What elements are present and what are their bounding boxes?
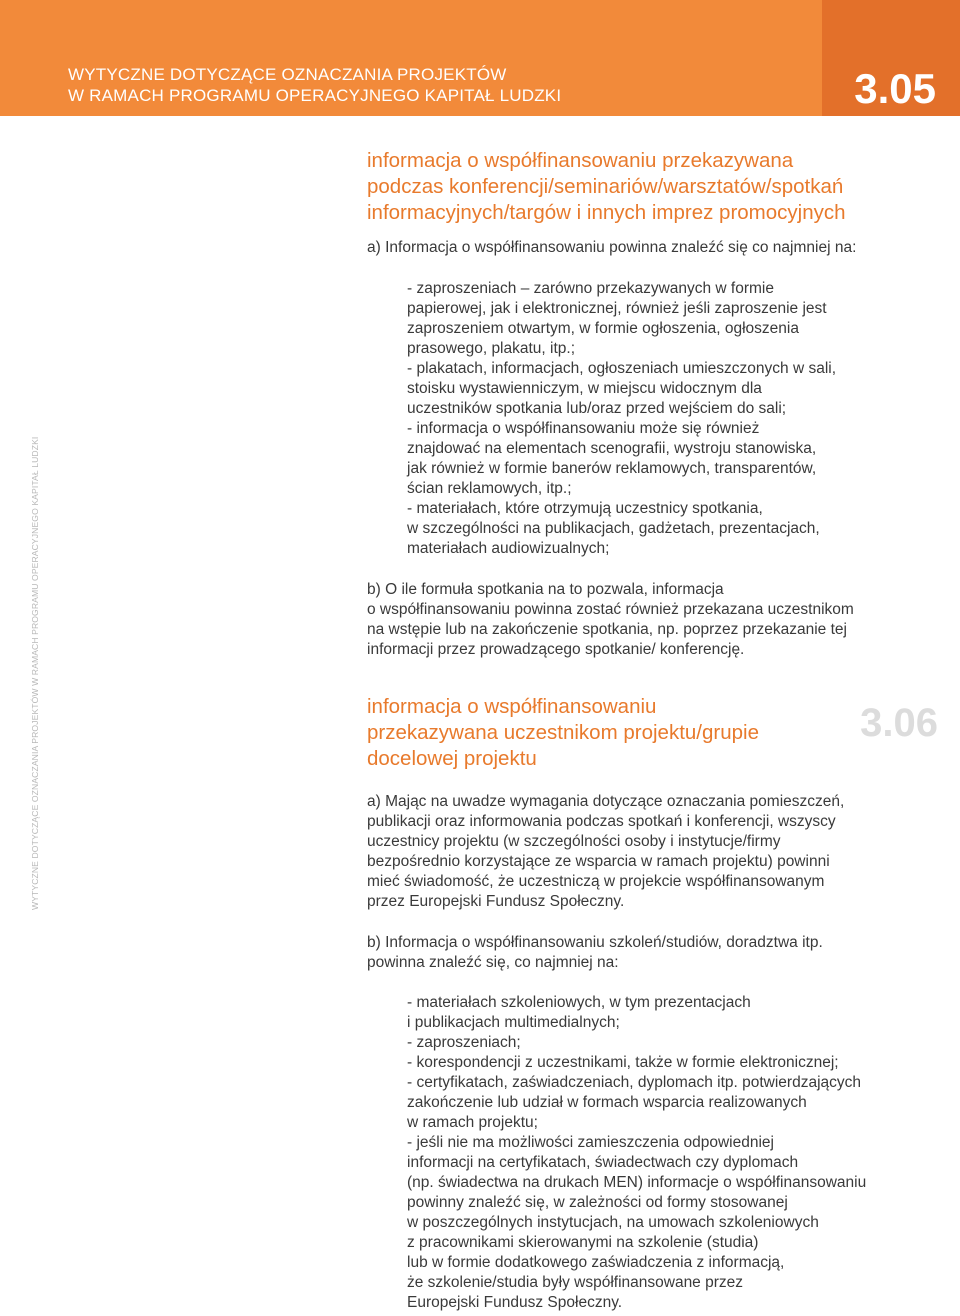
list-item: (np. świadectwa na drukach MEN) informacje o współfinansowaniu [407, 1174, 867, 1191]
list-item: Europejski Fundusz Społeczny. [407, 1294, 623, 1311]
list-item: w szczególności na publikacjach, gadżetach, prezentacjach, [407, 520, 820, 537]
list-item: w ramach projektu; [407, 1114, 538, 1131]
list-item: - korespondencji z uczestnikami, także w formie elektronicznej; [407, 1054, 839, 1071]
paragraph-line: b) Informacja o współfinansowaniu szkoleń/studiów, doradztwa itp. [367, 934, 823, 951]
list-item: - jeśli nie ma możliwości zamieszczenia odpowiedniej [407, 1134, 774, 1151]
section-number: 3.05 [854, 65, 936, 112]
paragraph-line: informacji przez prowadzącego spotkanie/ konferencję. [367, 641, 745, 658]
list-item: lub w formie dodatkowego zaświadczenia z informacją, [407, 1254, 785, 1271]
paragraph-line: b) O ile formuła spotkania na to pozwala, informacja [367, 581, 724, 598]
list-item: z pracownikami skierowanymi na szkolenie (studia) [407, 1234, 759, 1251]
section-2-b [367, 933, 897, 973]
section-1-b [367, 580, 897, 660]
list-item: - certyfikatach, zaświadczeniach, dyplomach itp. potwierdzających [407, 1074, 862, 1091]
header-title-line: W RAMACH PROGRAMU OPERACYJNEGO KAPITAŁ LUDZKI [68, 86, 562, 105]
section-1-a-intro: a) Informacja o współfinansowaniu powinna znaleźć się co najmniej na: [367, 239, 857, 256]
list-item: w poszczególnych instytucjach, na umowach szkoleniowych [407, 1214, 819, 1231]
header-title [68, 64, 561, 106]
section-2-list [407, 993, 937, 1313]
paragraph-line: uczestnicy projektu (w szczególności osoby i instytucje/firmy [367, 833, 781, 850]
list-item: prasowego, plakatu, itp.; [407, 340, 576, 357]
paragraph-line: powinna znaleźć się, co najmniej na: [367, 954, 619, 971]
list-item: zakończenie lub udział w formach wsparcia realizowanych [407, 1094, 807, 1111]
list-item: informacji na certyfikatach, świadectwach czy dyplomach [407, 1154, 799, 1171]
list-item: zaproszeniem otwartym, w formie ogłoszenia, ogłoszenia [407, 320, 799, 337]
paragraph-line: mieć świadomość, że uczestniczą w projekcie współfinansowanym [367, 873, 825, 890]
list-item: że szkolenie/studia były współfinansowane przez [407, 1274, 744, 1291]
heading-line: podczas konferencji/seminariów/warsztatów/spotkań [367, 175, 844, 198]
vertical-side-title: WYTYCZNE DOTYCZĄCE OZNACZANIA PROJEKTÓW W RAMACH PROGRAMU OPERACYJNEGO KAPITAŁ LUDZKI [30, 436, 40, 910]
page-header [0, 0, 960, 116]
list-item: uczestników spotkania lub/oraz przed wejściem do sali; [407, 400, 787, 417]
list-item: papierowej, jak i elektronicznej, również jeśli zaproszenie jest [407, 300, 827, 317]
list-item: - zaproszeniach – zarówno przekazywanych w formie [407, 280, 774, 297]
heading-line: przekazywana uczestnikom projektu/grupie [367, 721, 759, 744]
heading-line: informacyjnych/targów i innych imprez promocyjnych [367, 201, 846, 224]
section-2-a [367, 792, 897, 912]
list-item: - materiałach, które otrzymują uczestnicy spotkania, [407, 500, 763, 517]
list-item: materiałach audiowizualnych; [407, 540, 610, 557]
list-item: - zaproszeniach; [407, 1034, 521, 1051]
list-item: ścian reklamowych, itp.; [407, 480, 572, 497]
list-item: - materiałach szkoleniowych, w tym prezentacjach [407, 994, 751, 1011]
section-2 [367, 694, 897, 772]
paragraph-line: bezpośrednio korzystające ze wsparcia w ramach projektu) powinni [367, 853, 830, 870]
section-1 [367, 148, 897, 258]
section-2-number: 3.06 [860, 701, 938, 745]
paragraph-line: na wstępie lub na zakończenie spotkania, np. poprzez przekazanie tej [367, 621, 847, 638]
section-2-heading [367, 694, 897, 772]
heading-line: informacja o współfinansowaniu przekazywana [367, 149, 794, 172]
list-item: znajdować na elementach scenografii, wystroju stanowiska, [407, 440, 817, 457]
heading-line: informacja o współfinansowaniu [367, 695, 657, 718]
header-title-line: WYTYCZNE DOTYCZĄCE OZNACZANIA PROJEKTÓW [68, 65, 507, 84]
paragraph-line: o współfinansowaniu powinna zostać również przekazana uczestnikom [367, 601, 854, 618]
list-item: powinny znaleźć się, w zależności od formy stosowanej [407, 1194, 788, 1211]
list-item: stoisku wystawienniczym, w miejscu widocznym dla [407, 380, 762, 397]
list-item: - plakatach, informacjach, ogłoszeniach umieszczonych w sali, [407, 360, 837, 377]
list-item: - informacja o współfinansowaniu może się również [407, 420, 760, 437]
paragraph-line: a) Mając na uwadze wymagania dotyczące oznaczania pomieszczeń, [367, 793, 845, 810]
section-1-heading [367, 148, 897, 226]
heading-line: docelowej projektu [367, 747, 537, 770]
paragraph-line: przez Europejski Fundusz Społeczny. [367, 893, 625, 910]
section-1-list [407, 279, 937, 559]
list-item: jak również w formie banerów reklamowych, transparentów, [407, 460, 817, 477]
paragraph-line: publikacji oraz informowania podczas spotkań i konferencji, wszyscy [367, 813, 836, 830]
list-item: i publikacjach multimedialnych; [407, 1014, 620, 1031]
